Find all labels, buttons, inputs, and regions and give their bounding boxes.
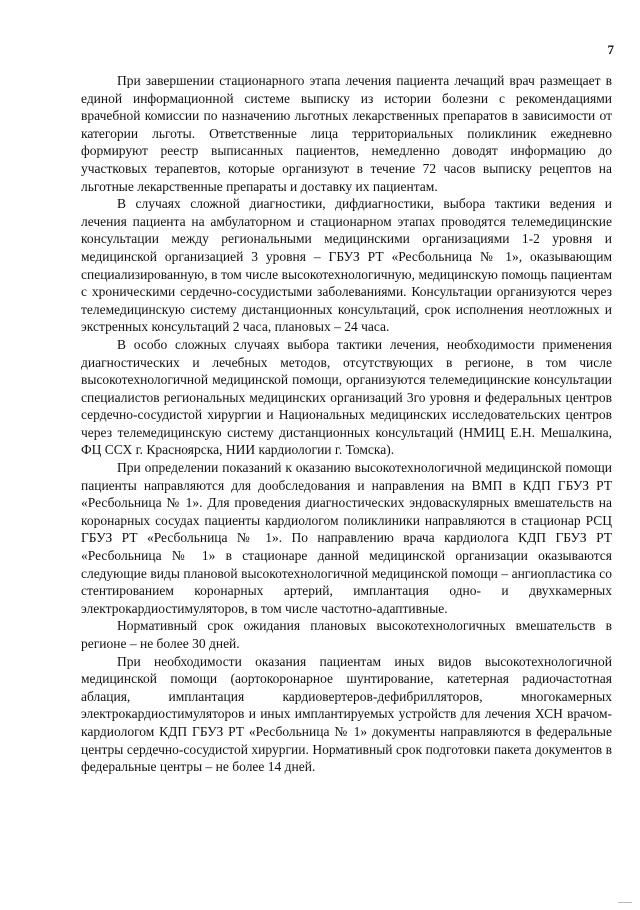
paragraph-federal-centers: При необходимости оказания пациентам иных видов высокотехнологичной медицинской помощи (аортокоронарное шунтирование, катетерная радиочастотная аблация, имплантация кардиовертеров-дефибрилляторов, многокамерных электрокардиостимуляторов и иных имплантируемых устройств для лечения ХСН врачом-кардиологом КДП ГБУЗ РТ «Ресбольница № 1» документы направляются в федеральные центры сердечно-сосудистой хирургии. Нормативный срок подготовки пакета документов в федеральные центры – не более 14 дней. [81, 653, 612, 775]
paragraph-waiting-time: Нормативный срок ожидания плановых высокотехнологичных вмешательств в регионе – не более 30 дней. [81, 618, 612, 651]
scan-artifact-mark [618, 902, 632, 906]
paragraph-telemedicine-regional: В случаях сложной диагностики, дифдиагностики, выбора тактики ведения и лечения пациента на амбулаторном и стационарном этапах проводятся телемедицинские консультации между региональными медицинскими организациями 1-2 уровня и медицинской организацией 3 уровня – ГБУЗ РТ «Ресбольница № 1», оказывающим специализированную, в том числе высокотехнологичную, медицинскую помощь пациентам с хроническими сердечно-сосудистыми заболеваниями. Консультации организуются через телемедицинскую систему дистанционных консультаций, срок исполнения неотложных и экстренных консультаций 2 часа, плановых – 24 часа. [81, 196, 612, 335]
paragraph-discharge: При завершении стационарного этапа лечения пациента лечащий врач размещает в единой информационной системе выписку из истории болезни с рекомендациями врачебной комиссии по назначению льготных лекарственных препаратов в зависимости от категории льготы. Ответственные лица территориальных поликлиник ежедневно формируют реестр выписанных пациентов, немедленно доводят информацию до участковых терапевтов, которые организуют в течение 72 часов выписку рецептов на льготные лекарственные препараты и доставку их пациентам. [81, 73, 612, 194]
paragraph-high-tech-care: При определении показаний к оказанию высокотехнологичной медицинской помощи пациенты направляются для дообследования и направления на ВМП в КДП ГБУЗ РТ «Ресбольница № 1». Для проведения диагностических эндоваскулярных вмешательств на коронарных сосудах пациенты кардиологом поликлиники направляются в стационар РСЦ ГБУЗ РТ «Ресбольница № 1». По направлению врача кардиолога КДП ГБУЗ РТ «Ресбольница № 1» в стационаре данной медицинской организации оказываются следующие виды плановой высокотехнологичной медицинской помощи – ангиопластика со стентированием коронарных артерий, имплантация одно- и двухкамерных электрокардиостимуляторов, в том числе частотно-адаптивные. [81, 460, 612, 616]
page-number: 7 [607, 42, 614, 57]
document-body [81, 72, 612, 776]
paragraph-telemedicine-federal: В особо сложных случаях выбора тактики лечения, необходимости применения диагностических и лечебных методов, отсутствующих в регионе, в том числе высокотехнологичной медицинской помощи, организуются телемедицинские консультации специалистов региональных медицинских организаций 3го уровня и федеральных центров сердечно-сосудистой хирургии и Национальных медицинских исследовательских центров через телемедицинскую систему дистанционных консультаций (НМИЦ Е.Н. Мешалкина, ФЦ ССХ г. Красноярска, НИИ кардиологии г. Томска). [81, 336, 612, 458]
